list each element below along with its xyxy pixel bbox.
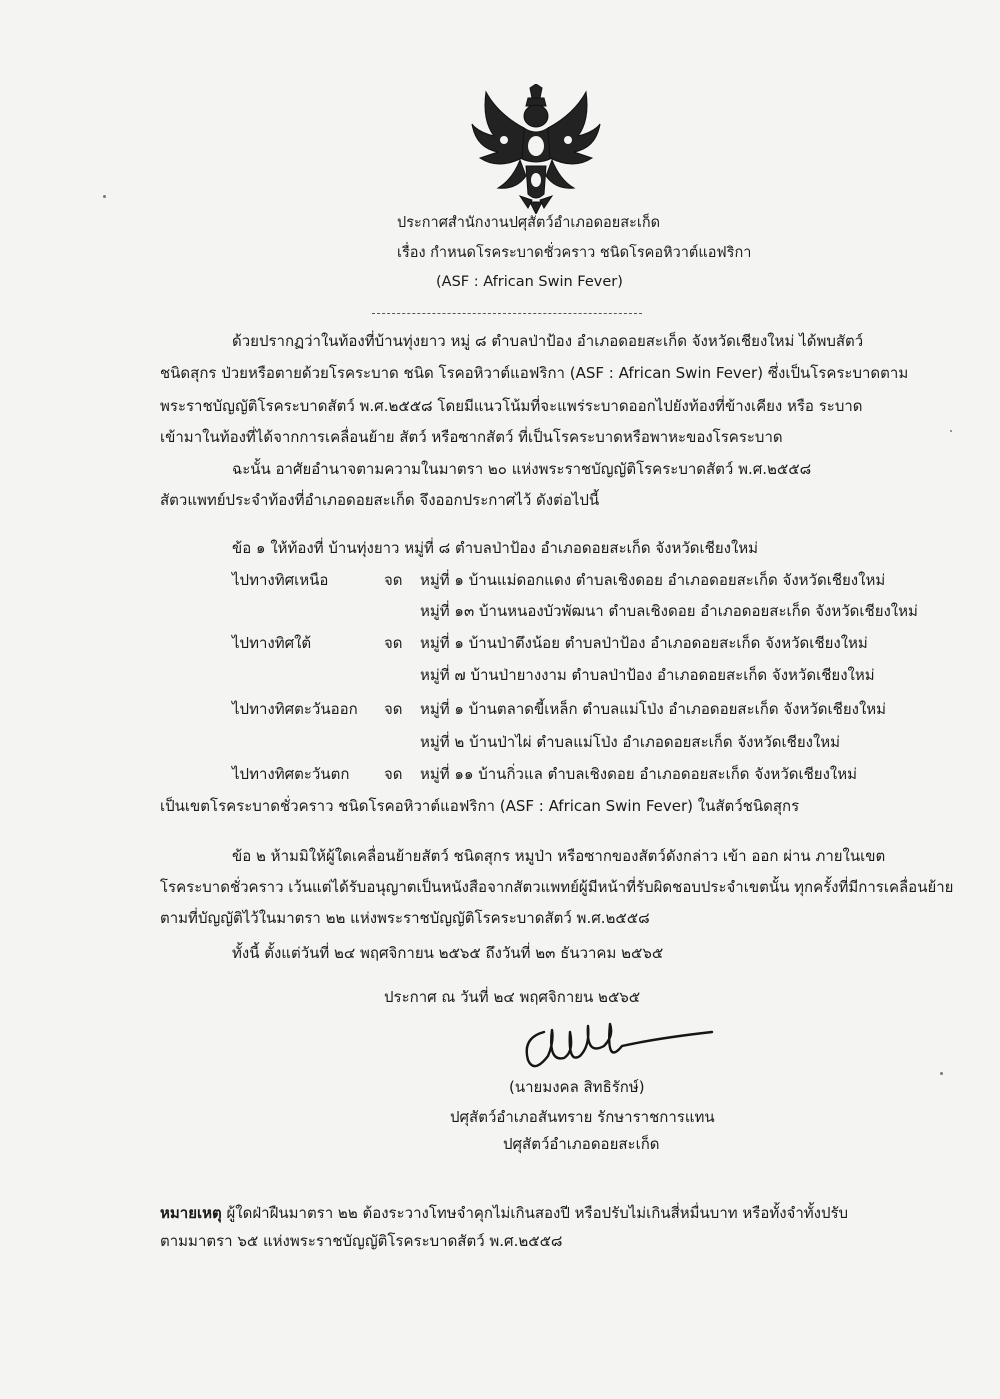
penalty-note-label: หมายเหตุ (160, 1204, 222, 1222)
direction-west-jod: จด (384, 765, 403, 783)
paragraph-1-line-3: พระราชบัญญัติโรคระบาดสัตว์ พ.ศ.๒๕๕๘ โดยมีแนวโน้มที่จะแพร่ระบาดออกไปยังท้องที่ข้างเคียง หรือ ระบาด (160, 397, 863, 415)
paragraph-2-line-2: สัตวแพทย์ประจำท้องที่อำเภอดอยสะเก็ด จึงออกประกาศไว้ ดังต่อไปนี้ (160, 491, 600, 509)
garuda-emblem-icon (468, 84, 604, 214)
paragraph-1-line-4: เข้ามาในท้องที่ได้จากการเคลื่อนย้าย สัตว์ หรือซากสัตว์ ที่เป็นโรคระบาดหรือพาหะของโรคระบาด (160, 428, 783, 446)
announcement-subject-english: (ASF : African Swin Fever) (436, 274, 623, 290)
direction-south-jod: จด (384, 634, 403, 652)
signatory-name: (นายมงคล สิทธิรักษ์) (509, 1078, 645, 1096)
signature-mark (518, 1016, 718, 1076)
announcement-subject: เรื่อง กำหนดโรคระบาดชั่วคราว ชนิดโรคอหิวาต์แอฟริกา (397, 245, 752, 261)
direction-south-line-2: หมู่ที่ ๗ บ้านป่ายางงาม ตำบลป่าป้อง อำเภอดอยสะเก็ด จังหวัดเชียงใหม่ (420, 666, 875, 684)
direction-west-label: ไปทางทิศตะวันตก (232, 765, 350, 783)
direction-south-label: ไปทางทิศใต้ (232, 634, 312, 652)
paragraph-1-line-1: ด้วยปรากฏว่าในท้องที่บ้านทุ่งยาว หมู่ ๘ ตำบลป่าป้อง อำเภอดอยสะเก็ด จังหวัดเชียงใหม่ ได้พบสัตว์ (232, 332, 864, 350)
signatory-position-1: ปศุสัตว์อำเภอสันทราย รักษาราชการแทน (450, 1108, 715, 1126)
scan-speck (103, 195, 106, 198)
direction-east-line-2: หมู่ที่ ๒ บ้านป่าไผ่ ตำบลแม่โป่ง อำเภอดอยสะเก็ด จังหวัดเชียงใหม่ (420, 733, 841, 751)
penalty-note-line-1 (160, 1203, 848, 1223)
paragraph-1-line-2: ชนิดสุกร ป่วยหรือตายด้วยโรคระบาด ชนิด โรคอหิวาต์แอฟริกา (ASF : African Swin Fever) ซึ่งเป็นโรคระบาดตาม (160, 364, 909, 382)
clause-1: ข้อ ๑ ให้ท้องที่ บ้านทุ่งยาว หมู่ที่ ๘ ตำบลป่าป้อง อำเภอดอยสะเก็ด จังหวัดเชียงใหม่ (232, 539, 759, 557)
penalty-note-text: ผู้ใดฝ่าฝืนมาตรา ๒๒ ต้องระวางโทษจำคุกไม่เกินสองปี หรือปรับไม่เกินสี่หมื่นบาท หรือทั้งจำทั้งปรับ (221, 1204, 849, 1222)
clause-2-line-3: ตามที่บัญญัติไว้ในมาตรา ๒๒ แห่งพระราชบัญญัติโรคระบาดสัตว์ พ.ศ.๒๕๕๘ (160, 909, 650, 927)
penalty-note-line-2: ตามมาตรา ๖๕ แห่งพระราชบัญญัติโรคระบาดสัตว์ พ.ศ.๒๕๕๘ (160, 1232, 563, 1250)
direction-north-jod: จด (384, 571, 403, 589)
direction-north-line-1: หมู่ที่ ๑ บ้านแม่ดอกแดง ตำบลเชิงดอย อำเภอดอยสะเก็ด จังหวัดเชียงใหม่ (420, 571, 886, 589)
announcement-date: ประกาศ ณ วันที่ ๒๔ พฤศจิกายน ๒๕๖๕ (384, 988, 641, 1006)
scan-speck (950, 430, 952, 432)
clause-2-line-1: ข้อ ๒ ห้ามมิให้ผู้ใดเคลื่อนย้ายสัตว์ ชนิดสุกร หมูป่า หรือซากของสัตว์ดังกล่าว เข้า ออก ผ่าน ภายในเขต (232, 847, 886, 865)
header-divider (372, 313, 642, 314)
signatory-position-2: ปศุสัตว์อำเภอดอยสะเก็ด (503, 1135, 660, 1153)
direction-east-line-1: หมู่ที่ ๑ บ้านตลาดขี้เหล็ก ตำบลแม่โป่ง อำเภอดอยสะเก็ด จังหวัดเชียงใหม่ (420, 700, 887, 718)
direction-east-label: ไปทางทิศตะวันออก (232, 700, 358, 718)
direction-east-jod: จด (384, 700, 403, 718)
direction-south-line-1: หมู่ที่ ๑ บ้านป่าตึงน้อย ตำบลป่าป้อง อำเภอดอยสะเก็ด จังหวัดเชียงใหม่ (420, 634, 868, 652)
scan-speck (940, 1072, 943, 1075)
paragraph-2-line-1: ฉะนั้น อาศัยอำนาจตามความในมาตรา ๒๐ แห่งพระราชบัญญัติโรคระบาดสัตว์ พ.ศ.๒๕๕๘ (232, 460, 812, 478)
announcement-issuer: ประกาศสำนักงานปศุสัตว์อำเภอดอยสะเก็ด (397, 215, 661, 231)
direction-north-line-2: หมู่ที่ ๑๓ บ้านหนองบัวพัฒนา ตำบลเชิงดอย อำเภอดอยสะเก็ด จังหวัดเชียงใหม่ (420, 602, 918, 620)
zone-declaration: เป็นเขตโรคระบาดชั่วคราว ชนิดโรคอหิวาต์แอฟริกา (ASF : African Swin Fever) ในสัตว์ชนิดสุกร (160, 797, 800, 815)
clause-2-line-2: โรคระบาดชั่วคราว เว้นแต่ได้รับอนุญาตเป็นหนังสือจากสัตวแพทย์ผู้มีหน้าที่รับผิดชอบประจำเขตนั้น ทุกครั้งที่มีการเคลื่อนย้าย (160, 878, 954, 896)
effective-period: ทั้งนี้ ตั้งแต่วันที่ ๒๔ พฤศจิกายน ๒๕๖๕ ถึงวันที่ ๒๓ ธันวาคม ๒๕๖๕ (232, 944, 664, 962)
direction-west-line-1: หมู่ที่ ๑๑ บ้านกิ่วแล ตำบลเชิงดอย อำเภอดอยสะเก็ด จังหวัดเชียงใหม่ (420, 765, 857, 783)
direction-north-label: ไปทางทิศเหนือ (232, 571, 329, 589)
